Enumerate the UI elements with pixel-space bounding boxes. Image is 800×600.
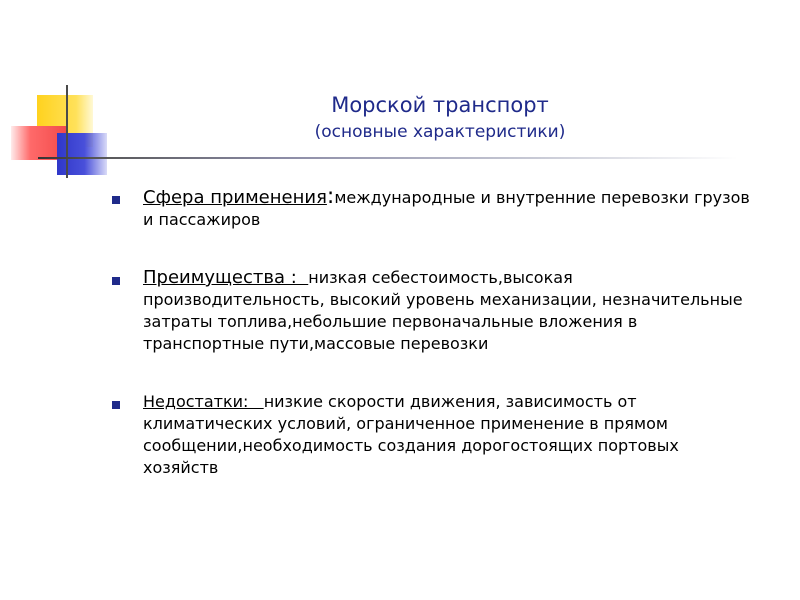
bullet-text: низкие скорости движения, зависимость от климатических условий, ограниченное применение в прямом сообщении,необходимость создания дорогостоящих портовых хозяйств: [143, 392, 679, 477]
bullet-separator: :: [326, 184, 335, 209]
bullet-heading: Сфера применения: [143, 187, 327, 208]
slide-title: Морской транспорт: [331, 93, 549, 117]
blue-square-decoration: [57, 133, 107, 175]
bullet-item-scope: [112, 186, 752, 231]
title-underline-divider: [38, 157, 738, 159]
bullet-heading: Преимущества :: [143, 267, 309, 288]
bullet-heading: Недостатки:: [143, 392, 264, 411]
bullet-square-icon: [112, 401, 120, 409]
bullet-square-icon: [112, 196, 120, 204]
slide-title-block: [200, 90, 680, 144]
slide-subtitle: (основные характеристики): [314, 122, 566, 142]
bullet-item-advantages: [112, 267, 752, 355]
bullet-list: [112, 186, 752, 515]
bullet-square-icon: [112, 277, 120, 285]
bullet-text: низкая себестоимость,высокая производительность, высокий уровень механизации, незначительные затраты топлива,небольшие первоначальные вложения в транспортные пути,массовые перевозки: [143, 268, 743, 353]
vertical-line-decoration: [66, 85, 68, 178]
bullet-text: международные и внутренние перевозки грузов и пассажиров: [143, 188, 750, 229]
bullet-item-disadvantages: [112, 391, 752, 479]
